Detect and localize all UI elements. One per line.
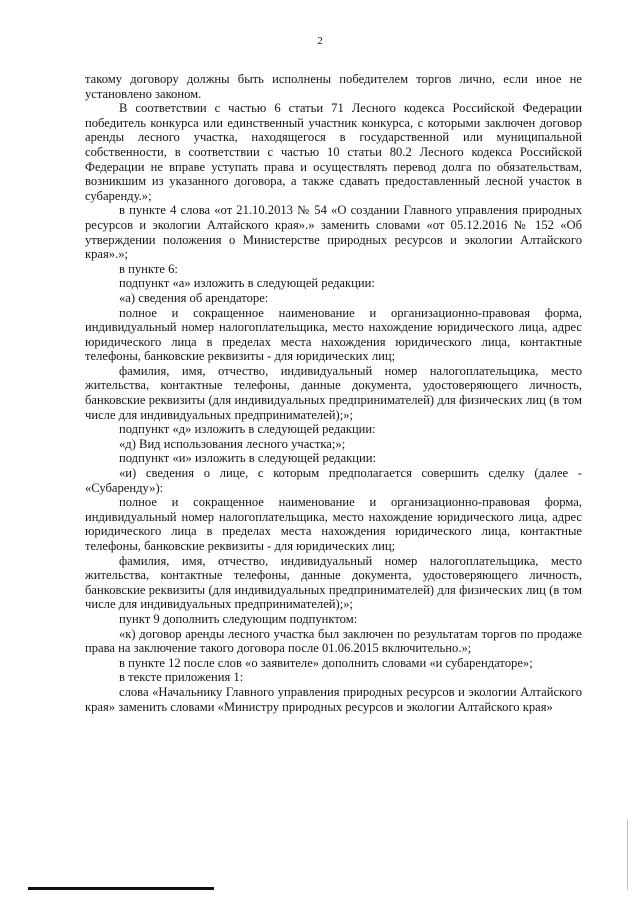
- paragraph-sublease-individual-details: фамилия, имя, отчество, индивидуальный номер налогоплательщика, место жительства, контактные телефоны, данные документа, удостоверяющего личность, банковские реквизиты (для индивидуальных предпринимателей) для физических лиц (в том числе для индивидуальных предпринимателей);»;: [85, 553, 582, 612]
- paragraph-subpoint-d-intro: подпункт «д» изложить в следующей редакции:: [119, 422, 376, 437]
- paragraph-subpoint-d-text: «д) Вид использования лесного участка;»;: [119, 436, 346, 451]
- paragraph-article-71: В соответствии с частью 6 статьи 71 Лесного кодекса Российской Федерации победитель конкурса или единственный участник конкурса, с которыми заключен договор аренды лесного участка, находящегося в государственной или муниципальной собственности, в соответствии с частью 10 статьи 80.2 Лесного кодекса Российской Федерации не вправе уступать права и осуществлять перевод долга по обязательствам, возникшим из указанного договора, а также сдавать предоставленный лесной участок в субаренду.»;: [85, 101, 582, 203]
- bottom-rule: [28, 887, 214, 890]
- document-body: [85, 72, 582, 714]
- paragraph-individual-details: фамилия, имя, отчество, индивидуальный номер налогоплательщика, место жительства, контактные телефоны, данные документа, удостоверяющего личность, банковские реквизиты (для индивидуальных предпринимателей) для физических лиц (в том числе для индивидуальных предпринимателей);»;: [85, 363, 582, 422]
- paragraph-sublease-legal-entity-details: полное и сокращенное наименование и организационно-правовая форма, индивидуальный номер налогоплательщика, место нахождение юридического лица, адрес юридического лица в пределах места нахождения юридического лица, контактные телефоны, банковские реквизиты - для юридических лиц;: [85, 495, 582, 553]
- paragraph-subpoint-i-intro: подпункт «и» изложить в следующей редакции:: [119, 451, 376, 466]
- paragraph-subpoint-i-text: «и) сведения о лице, с которым предполагается совершить сделку (далее - «Субаренду»):: [85, 466, 582, 495]
- paragraph-point-6-heading: в пункте 6:: [119, 261, 178, 276]
- scan-edge-mark: [627, 820, 628, 890]
- paragraph-subpoint-a-title: «а) сведения об арендаторе:: [119, 290, 269, 305]
- paragraph-subpoint-a-intro: подпункт «а» изложить в следующей редакции:: [119, 276, 375, 291]
- paragraph-point-4: в пункте 4 слова «от 21.10.2013 № 54 «О создании Главного управления природных ресурсов и экологии Алтайского края».» заменить словами «от 05.12.2016 № 152 «Об утверждении положения о Министерстве природных ресурсов и экологии Алтайского края».»;: [85, 203, 582, 262]
- paragraph-point-9-intro: пункт 9 дополнить следующим подпунктом:: [119, 611, 358, 626]
- paragraph-continuation: такому договору должны быть исполнены победителем торгов лично, если иное не установлено законом.: [85, 72, 582, 101]
- paragraph-appendix-1-intro: в тексте приложения 1:: [119, 670, 244, 685]
- paragraph-legal-entity-details: полное и сокращенное наименование и организационно-правовая форма, индивидуальный номер налогоплательщика, место нахождение юридического лица, адрес юридического лица в пределах места нахождения юридического лица, контактные телефоны, банковские реквизиты - для юридических лиц;: [85, 305, 582, 364]
- paragraph-appendix-1-replacement: слова «Начальнику Главного управления природных ресурсов и экологии Алтайского края» заменить словами «Министру природных ресурсов и экологии Алтайского края»: [85, 684, 582, 714]
- paragraph-point-12: в пункте 12 после слов «о заявителе» дополнить словами «и субарендаторе»;: [119, 655, 533, 670]
- page-number: 2: [317, 35, 323, 47]
- paragraph-subpoint-k-text: «к) договор аренды лесного участка был заключен по результатам торгов по продаже права на заключение такого договора после 01.06.2015 включительно.»;: [85, 626, 582, 656]
